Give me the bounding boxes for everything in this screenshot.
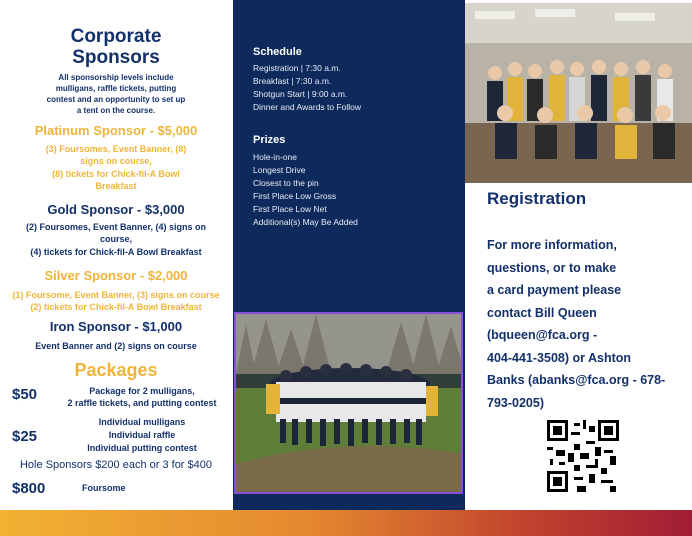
package-desc: Individual mulligans (98, 417, 186, 427)
schedule-item: Dinner and Awards to Follow (253, 102, 362, 112)
intro-line: mulligans, raffle tickets, putting (55, 84, 177, 93)
platinum-desc: (3) Foursomes, Event Banner, (8) (45, 144, 187, 154)
contact-line: 404-441-3508) or Ashton (487, 350, 632, 365)
prize-item: First Place Low Gross (253, 191, 337, 201)
contact-line: Banks (abanks@fca.org - 678- (487, 373, 666, 387)
contact-line: 793-0205) (487, 395, 544, 410)
sponsors-column (0, 0, 232, 510)
package-price: $25 (12, 428, 38, 445)
title-line-2: Sponsors (72, 47, 160, 68)
contact-line: contact Bill Queen (487, 305, 597, 320)
gold-desc: (4) tickets for Chick-fil-A Bowl Breakfast (30, 247, 202, 257)
packages-title: Packages (74, 360, 158, 380)
iron-title: Iron Sponsor - $1,000 (49, 319, 183, 334)
intro-line: All sponsorship levels include (58, 73, 174, 82)
gold-title: Gold Sponsor - $3,000 (47, 202, 185, 217)
hole-sponsors: Hole Sponsors $200 each or 3 for $400 (19, 459, 213, 471)
team-huddle-photo (234, 312, 463, 494)
contact-line: a card payment please (487, 283, 622, 297)
silver-desc: (1) Foursome, Event Banner, (3) signs on course (12, 290, 220, 300)
silver-title: Silver Sponsor - $2,000 (44, 268, 188, 283)
platinum-desc: (8) tickets for Chick-fil-A Bowl (52, 169, 180, 179)
package-desc: Individual raffle (108, 430, 176, 440)
contact-info (487, 234, 692, 414)
prizes-title: Prizes (253, 134, 286, 146)
intro-line: a tent on the course. (76, 106, 156, 115)
title-line-1: Corporate (70, 26, 162, 47)
silver-desc: (2) tickets for Chick-fil-A Bowl Breakfast (30, 302, 202, 312)
package-desc: 2 raffle tickets, and putting contest (67, 398, 217, 408)
platinum-desc: signs on course, (80, 156, 152, 166)
prize-item: Longest Drive (253, 165, 306, 175)
package-price: $50 (12, 386, 38, 403)
package-desc: Package for 2 mulligans, (89, 386, 195, 396)
prize-item: Additional(s) May Be Added (253, 217, 358, 227)
prize-item: Hole-in-one (253, 152, 297, 162)
iron-desc: Event Banner and (2) signs on course (35, 341, 197, 351)
registration-title: Registration (487, 189, 587, 208)
group-photo (465, 3, 692, 183)
contact-line: (bqueen@fca.org - (487, 328, 598, 342)
foursome-price: $800 (12, 480, 46, 497)
package-desc: Individual putting contest (87, 443, 197, 453)
prize-item: Closest to the pin (253, 178, 319, 188)
gold-desc: (2) Foursomes, Event Banner, (4) signs on (25, 222, 207, 232)
platinum-title: Platinum Sponsor - $5,000 (34, 123, 198, 138)
schedule-item: Breakfast | 7:30 a.m. (253, 76, 332, 86)
schedule-title: Schedule (253, 46, 302, 58)
footer-gradient-bar (0, 510, 692, 536)
event-info-panel (233, 0, 465, 510)
registration-column (465, 0, 692, 510)
prize-item: First Place Low Net (253, 204, 327, 214)
qr-code[interactable] (547, 420, 619, 492)
schedule-item: Shotgun Start | 9:00 a.m. (253, 89, 348, 99)
foursome-label: Foursome (82, 483, 126, 493)
contact-line: questions, or to make (487, 260, 617, 275)
platinum-desc: Breakfast (95, 181, 137, 191)
contact-line: For more information, (487, 238, 617, 252)
schedule-item: Registration | 7:30 a.m. (253, 63, 341, 73)
intro-line: contest and an opportunity to set up (46, 95, 186, 104)
gold-desc: course, (99, 234, 132, 244)
